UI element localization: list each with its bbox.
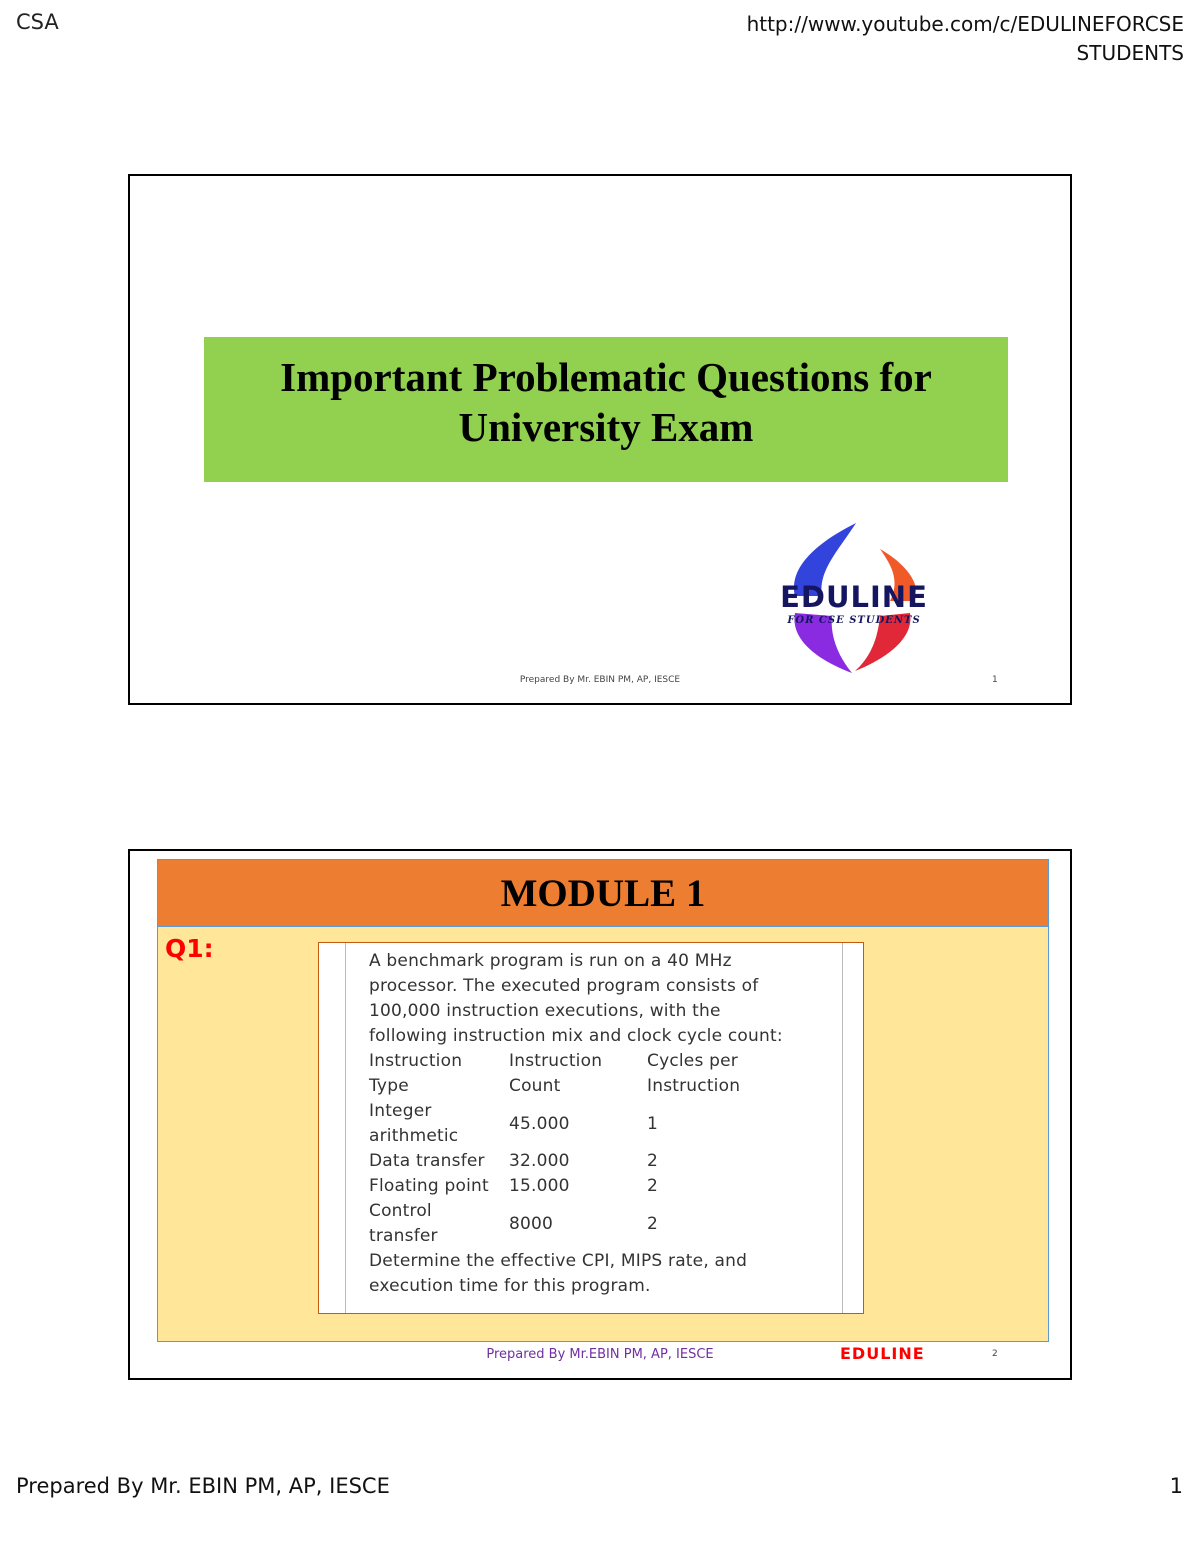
box-rule-left: [345, 943, 346, 1313]
header-url: http://www.youtube.com/c/EDULINEFORCSE: [746, 12, 1184, 36]
header-url-cont: STUDENTS: [1076, 41, 1184, 65]
type-line: Integer: [369, 1101, 432, 1121]
module-title: MODULE 1: [500, 871, 706, 915]
outro-line: execution time for this program.: [369, 1276, 651, 1296]
table-cell-cycles: 1: [647, 1113, 659, 1134]
table-header-cell: Cycles per: [647, 1051, 738, 1071]
instruction-mix-table: [369, 1049, 740, 1249]
intro-line: 100,000 instruction executions, with the: [369, 1001, 721, 1021]
question-label: Q1:: [165, 934, 214, 963]
table-cell-type: Floating point: [369, 1176, 489, 1196]
table-header-cell: Count: [509, 1076, 561, 1096]
intro-line: following instruction mix and clock cycle count:: [369, 1026, 783, 1046]
table-cell-count: 8000: [509, 1213, 554, 1234]
table-header-cell: Type: [369, 1076, 409, 1096]
doc-footer-left: Prepared By Mr. EBIN PM, AP, IESCE: [16, 1474, 390, 1498]
footer-logo: EDULINE: [840, 1344, 925, 1363]
table-cell-type: [369, 1099, 509, 1149]
type-line: Control: [369, 1201, 432, 1221]
table-cell-cycles: 2: [647, 1176, 659, 1196]
table-cell-type: [369, 1199, 509, 1249]
type-line: transfer: [369, 1226, 438, 1246]
table-row: [369, 1149, 740, 1174]
table-row: [369, 1099, 740, 1149]
page-number: 1: [1169, 1474, 1183, 1498]
table-cell-count: 32.000: [509, 1151, 570, 1171]
logo-wordmark: EDULINE: [780, 580, 928, 614]
intro-line: A benchmark program is run on a 40 MHz: [369, 951, 732, 971]
slide-title: [216, 352, 996, 452]
table-cell-type: Data transfer: [369, 1151, 485, 1171]
logo-tagline: FOR CSE STUDENTS: [787, 615, 921, 626]
table-cell-cycles: 2: [647, 1213, 659, 1234]
table-cell-count: 45.000: [509, 1113, 570, 1134]
table-cell-count: 15.000: [509, 1176, 570, 1196]
module-banner: [158, 860, 1048, 927]
slide-number: 1: [992, 675, 998, 685]
table-cell-cycles: 2: [647, 1151, 659, 1171]
slide-footer: Prepared By Mr.EBIN PM, AP, IESCE: [486, 1347, 714, 1362]
doc-header-right: [624, 10, 1184, 68]
outro-line: Determine the effective CPI, MIPS rate, and: [369, 1251, 748, 1271]
table-header-cell: Instruction: [369, 1051, 463, 1071]
slide-number: 2: [992, 1349, 998, 1359]
title-line-2: University Exam: [458, 403, 754, 450]
slide-1: [128, 174, 1072, 705]
intro-line: processor. The executed program consists of: [369, 976, 759, 996]
content-panel: [157, 859, 1049, 1342]
table-row: [369, 1199, 740, 1249]
box-rule-right: [842, 943, 843, 1313]
slide-footer: Prepared By Mr. EBIN PM, AP, IESCE: [519, 675, 681, 685]
table-row: [369, 1174, 740, 1199]
title-banner: [204, 337, 1008, 482]
table-header-cell: Instruction: [647, 1076, 741, 1096]
question-box: [318, 942, 864, 1314]
table-header-row: [369, 1074, 740, 1099]
doc-header-left: CSA: [16, 10, 59, 34]
title-line-1: Important Problematic Questions for: [280, 353, 932, 400]
table-header-cell: Instruction: [509, 1051, 603, 1071]
type-line: arithmetic: [369, 1126, 459, 1146]
table-header-row: [369, 1049, 740, 1074]
slide-2: [128, 849, 1072, 1380]
question-text: [369, 949, 839, 1299]
